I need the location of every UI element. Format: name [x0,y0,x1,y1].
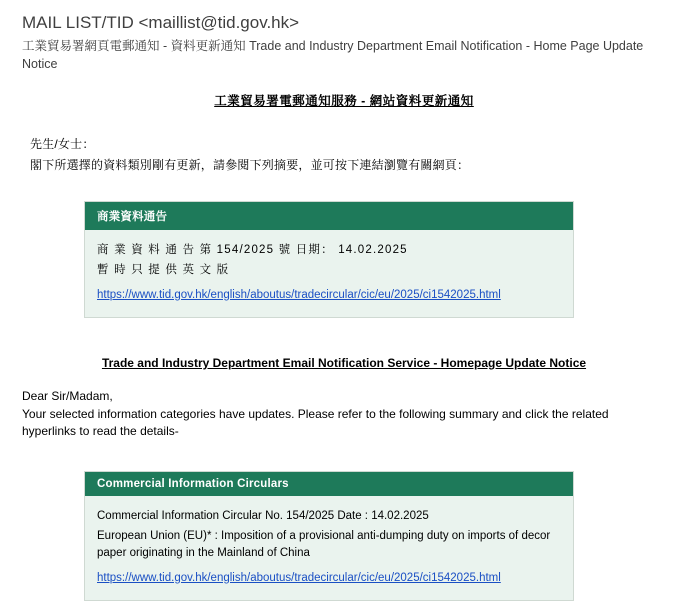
english-circular-description: European Union (EU)* : Imposition of a provisional anti-dumping duty on imports of decor paper originating in the Mainland of China [97,530,551,560]
english-circular-panel [84,471,574,601]
english-circular-number: Commercial Information Circular No. 154/2025 Date : 14.02.2025 [97,509,429,522]
mail-subject: 工業貿易署網頁電郵通知 - 資料更新通知 Trade and Industry Department Email Notification - Home Page Update Notice [22,38,644,72]
english-greeting: Dear Sir/Madam, [22,388,113,403]
chinese-panel-body [85,230,573,317]
chinese-intro: 閣下所選擇的資料類別剛有更新，請參閱下列摘要，並可按下連結瀏覽有關網頁： [30,158,470,173]
english-heading: Trade and Industry Department Email Notification Service - Homepage Update Notice [101,355,587,370]
chinese-greeting: 先生/女士： [30,137,95,152]
chinese-circular-number: 商 業 資 料 通 告 第 154/2025 號 日期： 14.02.2025 [97,244,408,257]
chinese-circular-panel [84,201,574,318]
chinese-circular-note: 暫 時 只 提 供 英 文 版 [97,264,230,277]
english-circular-link[interactable]: https://www.tid.gov.hk/english/aboutus/tradecircular/cic/eu/2025/ci1542025.html [97,571,501,584]
chinese-heading: 工業貿易署電郵通知服務 - 網站資料更新通知 [214,94,474,109]
email-body [22,91,666,600]
english-panel-header: Commercial Information Circulars [85,472,573,496]
english-intro: Your selected information categories have updates. Please refer to the following summary and click the related hyperlinks to read the details- [22,407,609,439]
mail-sender-title: MAIL LIST/TID <maillist@tid.gov.hk> [22,13,300,32]
chinese-circular-link[interactable]: https://www.tid.gov.hk/english/aboutus/tradecircular/cic/eu/2025/ci1542025.html [97,288,501,301]
english-panel-body [85,496,573,600]
chinese-panel-header: 商業資料通告 [85,202,573,230]
